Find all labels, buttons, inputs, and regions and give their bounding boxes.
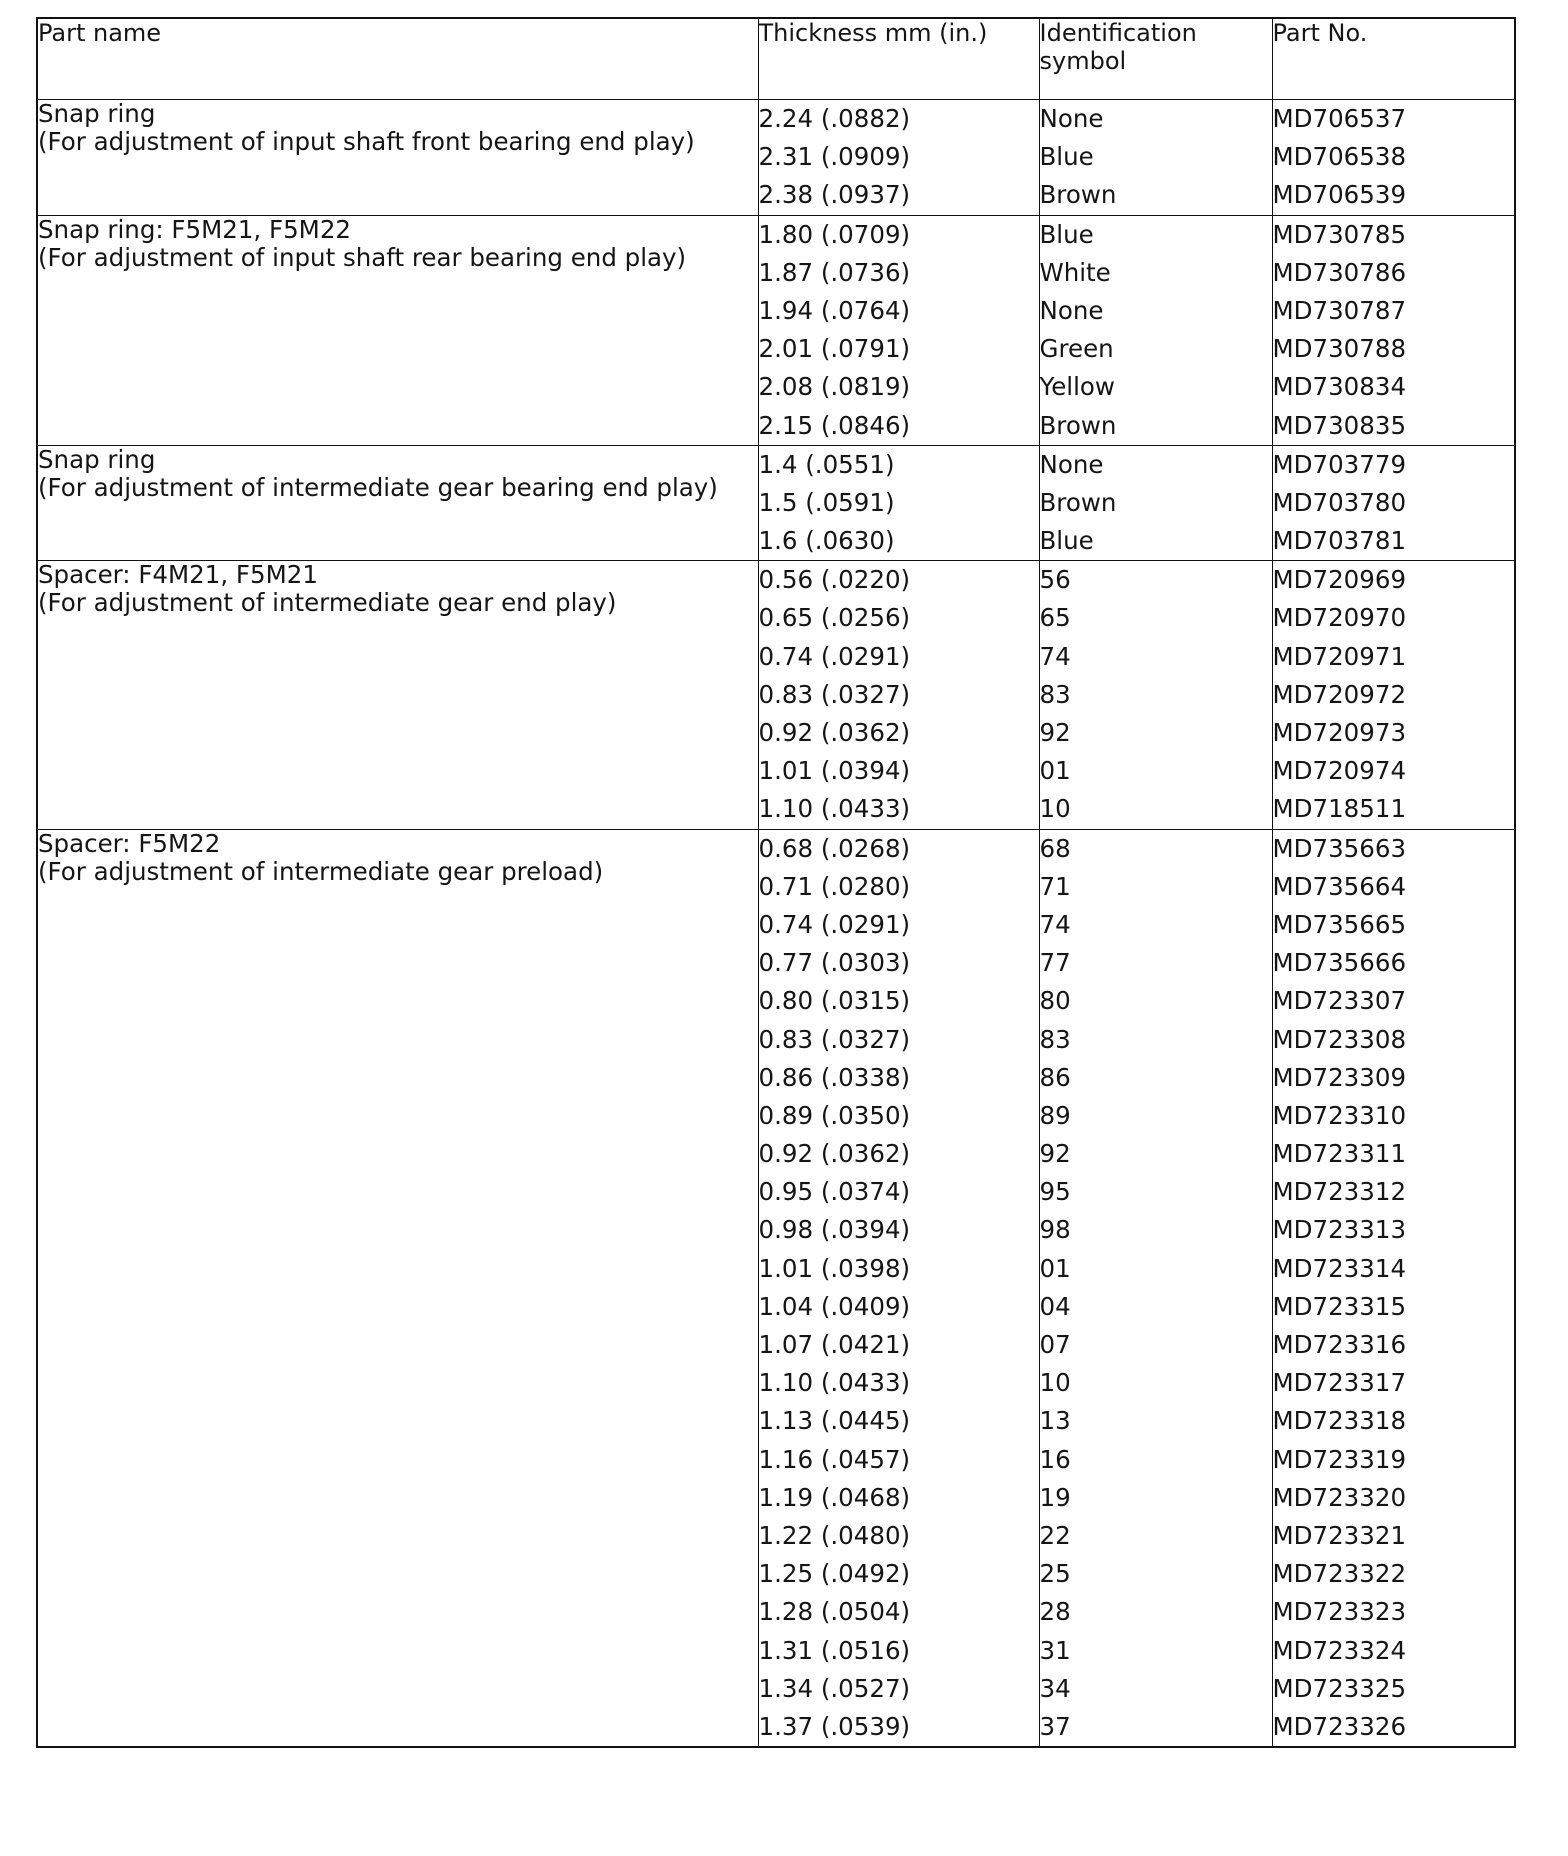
identification-symbol: 83 <box>1039 1024 1071 1054</box>
thickness-value: 1.13 (.0445) <box>758 1406 911 1436</box>
thickness-value: 0.56 (.0220) <box>758 565 911 595</box>
identification-symbol: Brown <box>1039 487 1117 517</box>
identification-symbol: Brown <box>1039 410 1117 440</box>
part-number: MD723326 <box>1272 1711 1407 1741</box>
part-number: MD730786 <box>1272 257 1407 287</box>
identification-symbol: 95 <box>1039 1177 1071 1207</box>
thickness-value: 0.89 (.0350) <box>758 1100 911 1130</box>
part-number: MD720973 <box>1272 718 1407 747</box>
part-number: MD723310 <box>1272 1100 1407 1130</box>
identification-symbol: Green <box>1039 334 1114 364</box>
part-purpose: (For adjustment of intermediate gear end play) <box>38 588 617 618</box>
part-number: MD718511 <box>1272 794 1407 824</box>
identification-symbol: None <box>1039 295 1104 325</box>
identification-symbol: 74 <box>1039 641 1071 671</box>
identification-symbol: 68 <box>1039 833 1071 863</box>
identification-symbol: 25 <box>1039 1559 1071 1589</box>
part-name: Snap ring <box>38 99 156 128</box>
thickness-value: 1.01 (.0394) <box>758 756 911 786</box>
identification-symbol: 34 <box>1039 1673 1071 1703</box>
part-number: MD730785 <box>1272 219 1407 249</box>
thickness-value: 0.74 (.0291) <box>758 641 911 671</box>
thickness-value: 1.80 (.0709) <box>758 219 911 249</box>
part-number: MD730834 <box>1272 372 1407 402</box>
thickness-value: 0.92 (.0362) <box>758 718 911 747</box>
thickness-value: 2.08 (.0819) <box>758 372 911 402</box>
thickness-value: 2.15 (.0846) <box>758 410 911 440</box>
thickness-value: 0.71 (.0280) <box>758 871 911 901</box>
identification-symbol: 22 <box>1039 1520 1071 1550</box>
part-number: MD735666 <box>1272 948 1407 978</box>
part-number: MD723313 <box>1272 1215 1407 1245</box>
identification-symbol: None <box>1039 104 1104 133</box>
identification-symbol: 92 <box>1039 1139 1071 1169</box>
thickness-value: 1.37 (.0539) <box>758 1711 911 1741</box>
part-purpose: (For adjustment of intermediate gear preload) <box>38 856 604 886</box>
thickness-cell <box>758 445 1039 561</box>
thickness-value: 1.22 (.0480) <box>758 1520 911 1550</box>
identification-symbol: 13 <box>1039 1406 1071 1436</box>
identification-symbol: 74 <box>1039 909 1071 939</box>
table-row <box>37 829 1515 1747</box>
thickness-value: 0.83 (.0327) <box>758 679 911 709</box>
part-number: MD723316 <box>1272 1330 1407 1359</box>
thickness-value: 1.94 (.0764) <box>758 295 911 325</box>
part-number: MD723307 <box>1272 986 1407 1016</box>
part-number: MD723317 <box>1272 1368 1407 1398</box>
header-identification-symbol <box>1039 18 1272 100</box>
thickness-value: 0.68 (.0268) <box>758 833 911 863</box>
adjustment-parts-table <box>36 17 1516 1748</box>
header-id-symbol-line1: Identification <box>1039 19 1197 47</box>
thickness-value: 2.31 (.0909) <box>758 142 911 172</box>
part-number: MD723312 <box>1272 1177 1407 1207</box>
parts-document <box>36 17 1514 1825</box>
thickness-value: 1.31 (.0516) <box>758 1635 911 1665</box>
thickness-cell <box>758 215 1039 445</box>
identification-symbol: Blue <box>1039 219 1094 249</box>
identification-symbol: 01 <box>1039 756 1071 786</box>
identification-symbol: 31 <box>1039 1635 1071 1665</box>
part-number: MD723320 <box>1272 1482 1407 1512</box>
thickness-cell <box>758 829 1039 1747</box>
thickness-value: 1.5 (.0591) <box>758 487 895 517</box>
thickness-value: 0.95 (.0374) <box>758 1177 911 1207</box>
part-number: MD735665 <box>1272 909 1407 939</box>
header-part-no: Part No. <box>1272 18 1515 100</box>
part-purpose: (For adjustment of input shaft front bearing end play) <box>38 127 695 156</box>
identification-symbol: 98 <box>1039 1215 1071 1245</box>
identification-symbol-cell <box>1039 215 1272 445</box>
part-number: MD703781 <box>1272 526 1407 556</box>
identification-symbol: Blue <box>1039 142 1094 172</box>
thickness-value: 1.25 (.0492) <box>758 1559 911 1589</box>
part-name-cell <box>37 445 758 561</box>
part-number: MD730835 <box>1272 410 1407 440</box>
part-number: MD723322 <box>1272 1559 1407 1589</box>
part-name: Spacer: F4M21, F5M21 <box>38 560 318 590</box>
part-name-cell <box>37 100 758 216</box>
part-number: MD706538 <box>1272 142 1407 172</box>
identification-symbol: Brown <box>1039 180 1117 210</box>
thickness-value: 0.86 (.0338) <box>758 1062 911 1092</box>
table-body <box>37 100 1515 1748</box>
identification-symbol: 86 <box>1039 1062 1071 1092</box>
thickness-value: 1.87 (.0736) <box>758 257 911 287</box>
part-name: Spacer: F5M22 <box>38 828 221 858</box>
part-number-cell <box>1272 215 1515 445</box>
part-number: MD723314 <box>1272 1253 1407 1283</box>
thickness-value: 0.80 (.0315) <box>758 986 911 1016</box>
part-name-cell <box>37 829 758 1747</box>
part-name-cell <box>37 561 758 829</box>
thickness-value: 0.77 (.0303) <box>758 948 911 978</box>
thickness-value: 2.24 (.0882) <box>758 104 911 133</box>
thickness-value: 1.10 (.0433) <box>758 1368 911 1398</box>
identification-symbol: None <box>1039 449 1104 479</box>
part-number: MD730787 <box>1272 295 1407 325</box>
part-number-cell <box>1272 445 1515 561</box>
part-number: MD703779 <box>1272 449 1407 479</box>
identification-symbol: White <box>1039 257 1111 287</box>
thickness-value: 0.74 (.0291) <box>758 909 911 939</box>
thickness-value: 0.65 (.0256) <box>758 603 911 633</box>
thickness-value: 0.92 (.0362) <box>758 1139 911 1169</box>
part-number: MD723319 <box>1272 1444 1407 1474</box>
identification-symbol: 07 <box>1039 1330 1071 1359</box>
identification-symbol: 01 <box>1039 1253 1071 1283</box>
thickness-value: 1.04 (.0409) <box>758 1291 911 1321</box>
thickness-value: 1.6 (.0630) <box>758 526 895 556</box>
thickness-value: 1.10 (.0433) <box>758 794 911 824</box>
part-name: Snap ring <box>38 444 156 474</box>
table-row <box>37 215 1515 445</box>
part-number: MD720969 <box>1272 565 1407 595</box>
thickness-value: 1.01 (.0398) <box>758 1253 911 1283</box>
identification-symbol: 80 <box>1039 986 1071 1016</box>
identification-symbol: 16 <box>1039 1444 1071 1474</box>
table-row <box>37 561 1515 829</box>
thickness-value: 1.07 (.0421) <box>758 1330 911 1359</box>
part-number: MD723325 <box>1272 1673 1407 1703</box>
identification-symbol: 10 <box>1039 794 1071 824</box>
identification-symbol: 04 <box>1039 1291 1071 1321</box>
part-number: MD703780 <box>1272 487 1407 517</box>
identification-symbol: 77 <box>1039 948 1071 978</box>
thickness-value: 1.16 (.0457) <box>758 1444 911 1474</box>
identification-symbol: 10 <box>1039 1368 1071 1398</box>
identification-symbol: Blue <box>1039 526 1094 556</box>
table-row <box>37 445 1515 561</box>
identification-symbol-cell <box>1039 561 1272 829</box>
header-part-name: Part name <box>37 18 758 100</box>
table-row <box>37 100 1515 216</box>
part-purpose: (For adjustment of input shaft rear bearing end play) <box>38 242 687 272</box>
part-name: Snap ring: F5M21, F5M22 <box>38 214 351 244</box>
part-number: MD723315 <box>1272 1291 1407 1321</box>
part-number: MD735663 <box>1272 833 1407 863</box>
part-number: MD706537 <box>1272 104 1407 133</box>
part-number: MD720971 <box>1272 641 1407 671</box>
header-id-symbol-line2: symbol <box>1039 47 1127 75</box>
thickness-cell <box>758 100 1039 216</box>
thickness-value: 2.38 (.0937) <box>758 180 911 210</box>
thickness-value: 1.4 (.0551) <box>758 449 895 479</box>
thickness-value: 1.34 (.0527) <box>758 1673 911 1703</box>
identification-symbol: 71 <box>1039 871 1071 901</box>
part-number: MD720974 <box>1272 756 1407 786</box>
part-number: MD723323 <box>1272 1597 1407 1627</box>
thickness-value: 1.19 (.0468) <box>758 1482 911 1512</box>
identification-symbol: 92 <box>1039 718 1071 747</box>
identification-symbol-cell <box>1039 100 1272 216</box>
identification-symbol: 19 <box>1039 1482 1071 1512</box>
identification-symbol: 89 <box>1039 1100 1071 1130</box>
identification-symbol: 83 <box>1039 679 1071 709</box>
part-number: MD723311 <box>1272 1139 1407 1169</box>
part-number-cell <box>1272 829 1515 1747</box>
identification-symbol: 65 <box>1039 603 1071 633</box>
part-number: MD735664 <box>1272 871 1407 901</box>
header-thickness: Thickness mm (in.) <box>758 18 1039 100</box>
identification-symbol: 28 <box>1039 1597 1071 1627</box>
part-purpose: (For adjustment of intermediate gear bearing end play) <box>38 472 718 502</box>
part-number: MD723318 <box>1272 1406 1407 1436</box>
part-number: MD706539 <box>1272 180 1407 210</box>
thickness-value: 2.01 (.0791) <box>758 334 911 364</box>
part-number: MD720970 <box>1272 603 1407 633</box>
identification-symbol-cell <box>1039 445 1272 561</box>
part-number-cell <box>1272 561 1515 829</box>
thickness-cell <box>758 561 1039 829</box>
part-number: MD723309 <box>1272 1062 1407 1092</box>
part-number: MD730788 <box>1272 334 1407 364</box>
part-number: MD723321 <box>1272 1520 1407 1550</box>
identification-symbol: 56 <box>1039 565 1071 595</box>
part-number: MD720972 <box>1272 679 1407 709</box>
part-name-cell <box>37 215 758 445</box>
thickness-value: 0.83 (.0327) <box>758 1024 911 1054</box>
part-number: MD723324 <box>1272 1635 1407 1665</box>
part-number: MD723308 <box>1272 1024 1407 1054</box>
thickness-value: 0.98 (.0394) <box>758 1215 911 1245</box>
part-number-cell <box>1272 100 1515 216</box>
identification-symbol: 37 <box>1039 1711 1071 1741</box>
identification-symbol: Yellow <box>1039 372 1115 402</box>
table-header-row <box>37 18 1515 100</box>
thickness-value: 1.28 (.0504) <box>758 1597 911 1627</box>
identification-symbol-cell <box>1039 829 1272 1747</box>
